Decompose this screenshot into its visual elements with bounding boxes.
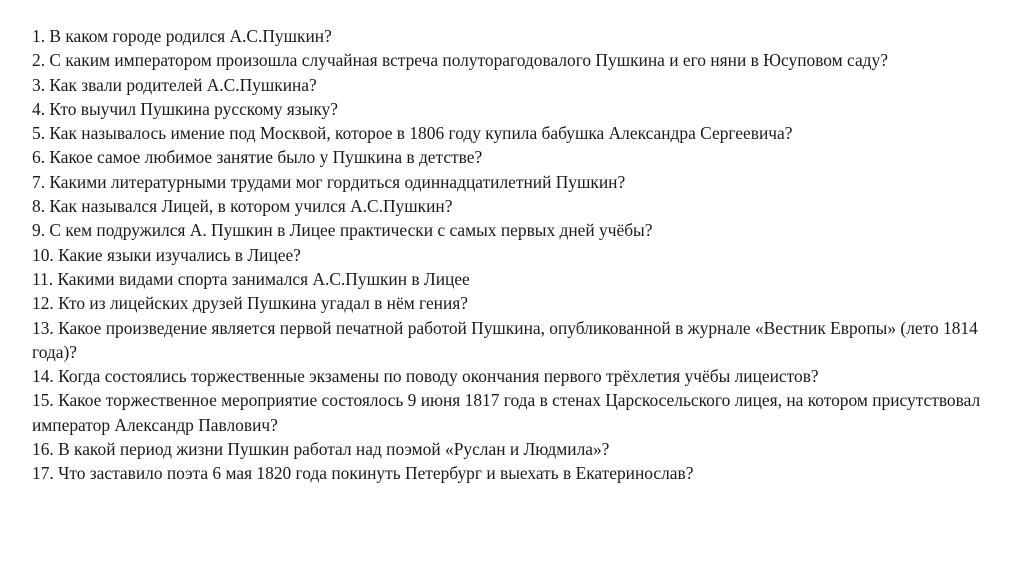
question-5: 5. Как называлось имение под Москвой, которое в 1806 году купила бабушка Александра Сергеевича? — [32, 123, 793, 144]
question-13: 13. Какое произведение является первой печатной работой Пушкина, опубликованной в журнале «Вестник Европы» (лето 1814 года)? — [32, 317, 978, 362]
question-7: 7. Какими литературными трудами мог гордиться одиннадцатилетний Пушкин? — [32, 171, 626, 192]
question-6: 6. Какое самое любимое занятие было у Пушкина в детстве? — [32, 147, 483, 168]
question-11: 11. Какими видами спорта занимался А.С.Пушкин в Лицее — [32, 268, 470, 289]
question-14: 14. Когда состоялись торжественные экзамены по поводу окончания первого трёхлетия учёбы лицеистов? — [32, 366, 819, 387]
question-16: 16. В какой период жизни Пушкин работал над поэмой «Руслан и Людмила»? — [32, 439, 610, 460]
question-8: 8. Как назывался Лицей, в котором учился А.С.Пушкин? — [32, 196, 453, 217]
question-list — [32, 24, 992, 486]
question-4: 4. Кто выучил Пушкина русскому языку? — [32, 98, 338, 119]
question-12: 12. Кто из лицейских друзей Пушкина угадал в нём гения? — [32, 293, 469, 314]
question-10: 10. Какие языки изучались в Лицее? — [32, 244, 301, 265]
question-2: 2. С каким императором произошла случайная встреча полуторагодовалого Пушкина и его няни в Юсуповом саду? — [32, 50, 888, 71]
question-17: 17. Что заставило поэта 6 мая 1820 года покинуть Петербург и выехать в Екатеринослав? — [32, 463, 694, 484]
question-9: 9. С кем подружился А. Пушкин в Лицее практически с самых первых дней учёбы? — [32, 220, 653, 241]
question-3: 3. Как звали родителей А.С.Пушкина? — [32, 74, 317, 95]
question-1: 1. В каком городе родился А.С.Пушкин? — [32, 26, 332, 46]
question-15: 15. Какое торжественное мероприятие состоялось 9 июня 1817 года в стенах Царскосельского лицея, на котором присутствовал император Александр Павлович? — [32, 390, 981, 435]
